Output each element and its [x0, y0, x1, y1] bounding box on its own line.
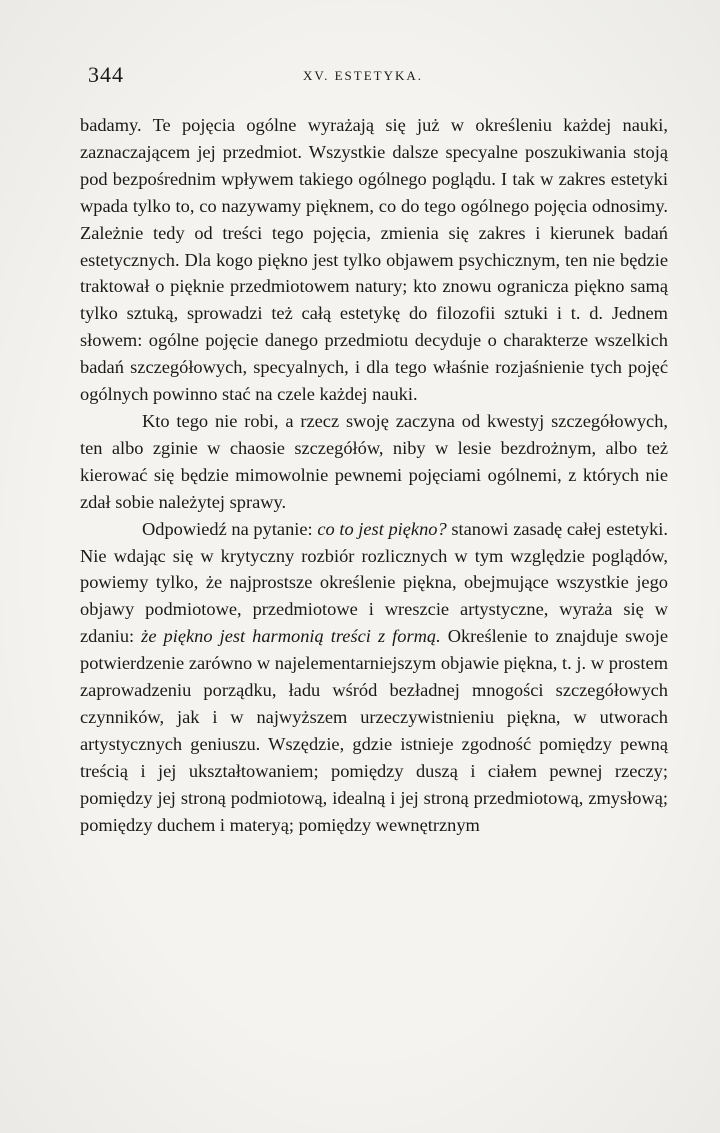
paragraph-text: Odpowiedź na pytanie:	[142, 518, 318, 539]
paragraph	[80, 408, 668, 516]
italic-definition: że piękno jest harmonią treści z formą.	[141, 626, 441, 647]
paragraph-text: Określenie to znajduje swoje potwierdzenie zarówno w najelementarniejszym objawie piękna, t. j. w prostem zaprowadzeniu porządku, ładu wśród bezładnej mnogości szczegółowych czynników, jak i w najwyższem urzeczywistnieniu piękna, w utworach artystycznych geniuszu. Wszędzie, gdzie istnieje zgodność pomiędzy pewną treścią i jej ukształtowaniem; pomiędzy duszą i ciałem pewnej rzeczy; pomiędzy jej stroną podmiotową, idealną i jej stroną przedmiotową, zmysłową; pomiędzy duchem i materyą; pomiędzy wewnętrznym	[80, 626, 668, 835]
page-header	[88, 62, 668, 92]
paragraph-text: badamy. Te pojęcia ogólne wyrażają się już w określeniu każdej nauki, zaznaczającem jej przedmiot. Wszystkie dalsze specyalne poszukiwania stoją pod bezpośrednim wpływem takiego ogólnego poglądu. I tak w zakres estetyki wpada tylko to, co nazywamy pięknem, co do tego ogólnego pojęcia odnosimy. Zależnie tedy od treści tego pojęcia, zmienia się zakres i kierunek badań estetycznych. Dla kogo piękno jest tylko objawem psychicznym, ten nie będzie traktował o pięknie przedmiotowem natury; kto znowu ogranicza piękno samą tylko sztuką, sprowadzi też całą estetykę do filozofii sztuki i t. d. Jednem słowem: ogólne pojęcie danego przedmiotu decyduje o charakterze wszelkich badań szczegółowych, specyalnych, i dla tego właśnie rozjaśnienie tych pojęć ogólnych powinno stać na czele każdej nauki.	[80, 115, 668, 405]
paragraph-text: stanowi zasadę całej estetyki. Nie wdając się w krytyczny rozbiór rozlicznych w tym względzie poglądów, powiemy tylko, że najprostsze określenie piękna, obejmujące wszystkie jego objawy podmiotowe, przedmiotowe i wreszcie artystyczne, wyraża się w zdaniu:	[80, 518, 668, 647]
running-head: XV. ESTETYKA.	[303, 68, 424, 83]
body-text	[80, 112, 668, 838]
page-number: 344	[88, 62, 124, 87]
paragraph	[80, 516, 668, 839]
paragraph-text: Kto tego nie robi, a rzecz swoję zaczyna od kwestyj szczegółowych, ten albo zginie w chaosie szczegółów, niby w lesie bezdrożnym, albo też kierować się będzie mimowolnie pewnemi pojęciami ogólnemi, z których nie zdał sobie należytej sprawy.	[80, 410, 668, 512]
italic-question: co to jest piękno?	[317, 518, 447, 539]
paragraph	[80, 112, 668, 408]
